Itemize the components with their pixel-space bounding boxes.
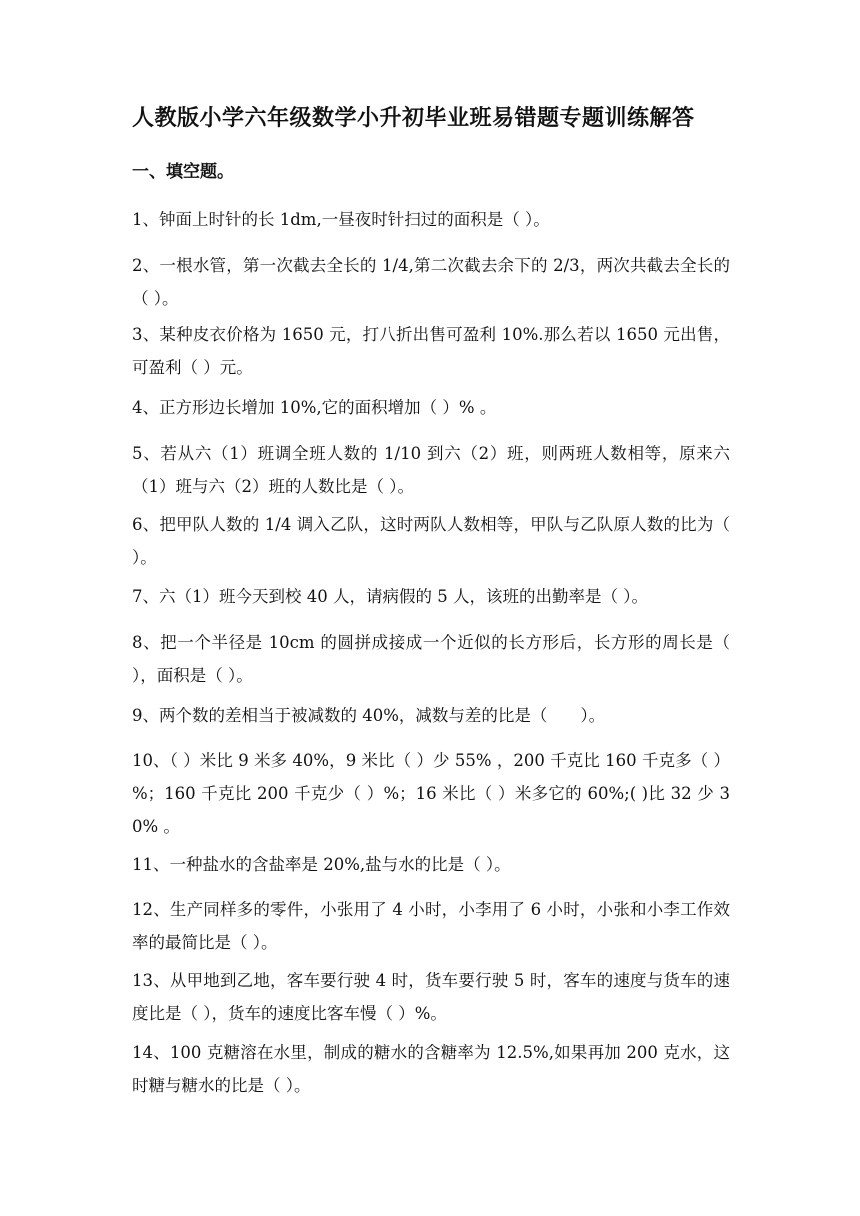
question-1: 1、钟面上时针的长 1dm,一昼夜时针扫过的面积是（ ）。 bbox=[132, 210, 550, 229]
question-5: 5、若从六（1）班调全班人数的 1/10 到六（2）班，则两班人数相等，原来六（1）班与六（2）班的人数比是（ ）。 bbox=[132, 444, 730, 496]
question-4: 4、正方形边长增加 10%,它的面积增加（ ）% 。 bbox=[132, 398, 497, 417]
question-6: 6、把甲队人数的 1/4 调入乙队，这时两队人数相等，甲队与乙队原人数的比为（ ）。 bbox=[132, 515, 730, 567]
question-3: 3、某种皮衣价格为 1650 元，打八折出售可盈利 10%.那么若以 1650 元出售，可盈利（ ）元。 bbox=[132, 325, 730, 377]
question-12: 12、生产同样多的零件，小张用了 4 小时，小李用了 6 小时，小张和小李工作效率的最简比是（ ）。 bbox=[132, 900, 730, 952]
question-8: 8、把一个半径是 10cm 的圆拼成接成一个近似的长方形后，长方形的周长是（ ），面积是（ ）。 bbox=[132, 633, 730, 685]
section-heading: 一、填空题。 bbox=[132, 162, 234, 182]
question-13: 13、从甲地到乙地，客车要行驶 4 时，货车要行驶 5 时，客车的速度与货车的速度比是（ ），货车的速度比客车慢（ ）%。 bbox=[132, 971, 730, 1023]
question-9: 9、两个数的差相当于被减数的 40%，减数与差的比是（ ）。 bbox=[132, 706, 606, 725]
question-14: 14、100 克糖溶在水里，制成的糖水的含糖率为 12.5%,如果再加 200 克水，这时糖与糖水的比是（ ）。 bbox=[132, 1043, 730, 1095]
question-7: 7、六（1）班今天到校 40 人，请病假的 5 人，该班的出勤率是（ ）。 bbox=[132, 587, 648, 606]
question-11: 11、一种盐水的含盐率是 20%,盐与水的比是（ ）。 bbox=[132, 855, 511, 874]
question-10: 10、（ ）米比 9 米多 40%，9 米比（ ）少 55% ，200 千克比 160 千克多（ ）%；160 千克比 200 千克少（ ）%；16 米比（ ）米多它的 60%;( )比 32 少 30% 。 bbox=[132, 751, 730, 836]
document-title: 人教版小学六年级数学小升初毕业班易错题专题训练解答 bbox=[132, 105, 695, 131]
question-2: 2、一根水管，第一次截去全长的 1/4,第二次截去余下的 2/3，两次共截去全长的（ ）。 bbox=[132, 256, 730, 308]
